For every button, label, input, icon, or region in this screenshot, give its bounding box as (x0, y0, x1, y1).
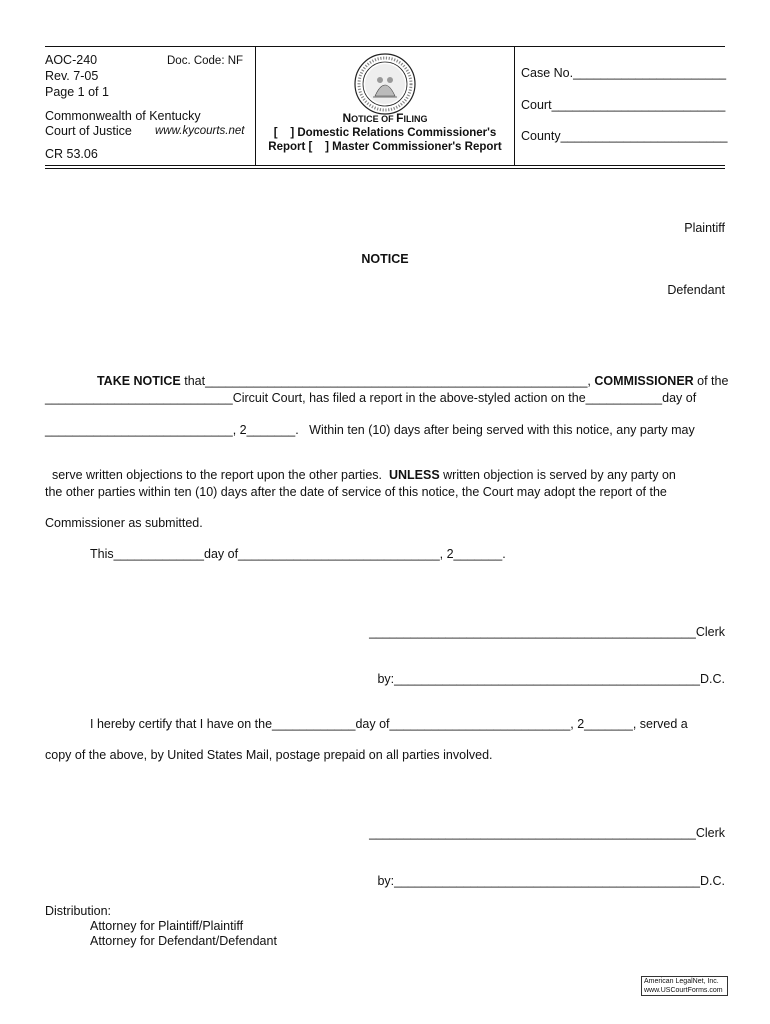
line4-end: written objection is served by any party on (439, 468, 676, 482)
certificate-line-1[interactable]: I hereby certify that I have on the____________day of__________________________, 2_______, served a (90, 717, 688, 731)
notice-line-1 (90, 360, 729, 388)
title-rest-1: OTICE OF (351, 114, 397, 124)
distribution-label: Distribution: (45, 904, 111, 918)
court-field[interactable]: Court_________________________ (521, 98, 726, 112)
form-title (256, 111, 514, 125)
line4-start: serve written objections to the report upon the other parties. (51, 468, 389, 482)
form-code: AOC-240 (45, 53, 98, 67)
footer-company: American LegalNet, Inc. (644, 978, 719, 985)
commissioner-label: COMMISSIONER (594, 374, 694, 388)
take-notice-label: TAKE NOTICE (96, 374, 181, 388)
deputy-clerk-line-2[interactable]: by:____________________________________________D.C. (377, 874, 725, 888)
title-rest-2: ILING (403, 114, 428, 124)
unless-label: UNLESS (388, 468, 440, 482)
rule-reference: CR 53.06 (45, 147, 98, 161)
court-name: Court of Justice (45, 124, 132, 138)
plaintiff-label: Plaintiff (684, 221, 725, 235)
state-name: Commonwealth of Kentucky (45, 109, 201, 123)
case-number-field[interactable]: Case No.______________________ (521, 66, 727, 80)
footer-stamp (641, 976, 728, 996)
certificate-line-2: copy of the above, by United States Mail, postage prepaid on all parties involved. (45, 748, 493, 762)
notice-line-5: the other parties within ten (10) days after the date of service of this notice, the Court may adopt the report of the (45, 485, 667, 499)
header-divider-right (514, 46, 515, 165)
distribution-item: Attorney for Defendant/Defendant (90, 934, 277, 948)
deputy-clerk-line-1[interactable]: by:____________________________________________D.C. (377, 672, 725, 686)
notice-line-2[interactable]: ___________________________Circuit Court, has filed a report in the above-styled action on the___________day of (45, 391, 697, 405)
header-bottom-rule (45, 165, 725, 166)
revision: Rev. 7-05 (45, 69, 99, 83)
clerk-signature-line-1[interactable]: _______________________________________________Clerk (369, 625, 725, 639)
county-field[interactable]: County________________________ (521, 129, 728, 143)
dated-line[interactable]: This_____________day of_____________________________, 2_______. (90, 547, 506, 561)
notice-line-4 (45, 454, 676, 482)
checkbox-line-1[interactable]: [ ] Domestic Relations Commissioner's (273, 127, 497, 139)
distribution-item: Attorney for Plaintiff/Plaintiff (90, 919, 244, 933)
notice-heading: NOTICE (361, 252, 409, 266)
checkbox-line-2[interactable]: Report [ ] Master Commissioner's Report (268, 141, 502, 153)
commissioner-name-field[interactable]: that_______________________________________________________, (180, 374, 595, 388)
kentucky-seal-icon (353, 52, 417, 116)
defendant-label: Defendant (667, 283, 725, 297)
title-cap-f: F (396, 111, 404, 125)
footer-website: www.USCourtForms.com (644, 986, 723, 994)
clerk-signature-line-2[interactable]: _______________________________________________Clerk (369, 826, 725, 840)
website: www.kycourts.net (155, 125, 245, 137)
header-top-rule (45, 46, 725, 47)
notice-line-3[interactable]: ___________________________, 2_______. Within ten (10) days after being served with this notice, any party may (45, 423, 695, 437)
header-bottom-rule-2 (45, 168, 725, 169)
doc-code: Doc. Code: NF (167, 55, 244, 67)
notice-line-6: Commissioner as submitted. (45, 516, 203, 530)
line1-end: of the (693, 374, 729, 388)
title-cap-n: N (342, 111, 352, 125)
page-number: Page 1 of 1 (45, 85, 109, 99)
